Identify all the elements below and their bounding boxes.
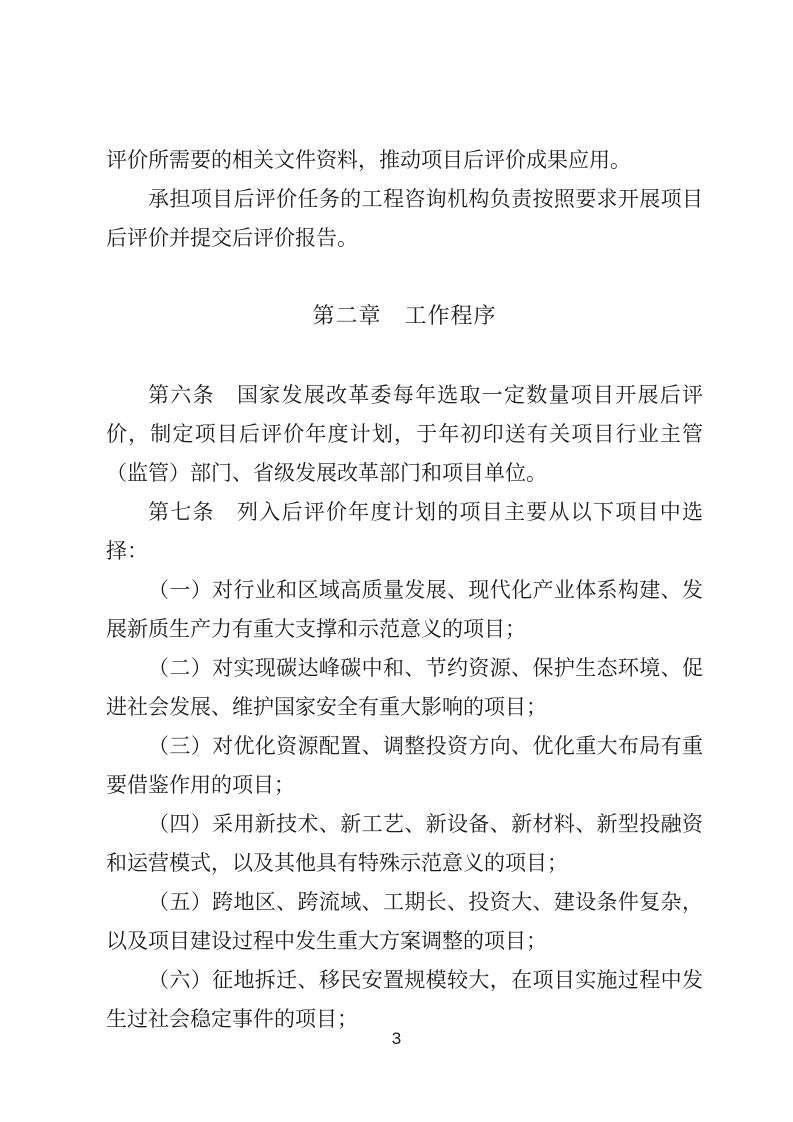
- paragraph: 承担项目后评价任务的工程咨询机构负责按照要求开展项目后评价并提交后评价报告。: [106, 188, 703, 250]
- article-paragraph-6: 第六条 国家发展改革委每年选取一定数量项目开展后评价，制定项目后评价年度计划，于年初印送有关项目行业主管（监管）部门、省级发展改革部门和项目单位。: [106, 384, 703, 485]
- list-item-4: （四）采用新技术、新工艺、新设备、新材料、新型投融资和运营模式，以及其他具有特殊示范意义的项目；: [106, 813, 703, 875]
- list-item-1: （一）对行业和区域高质量发展、现代化产业体系构建、发展新质生产力有重大支撑和示范意义的项目；: [106, 579, 703, 641]
- list-item-2: （二）对实现碳达峰碳中和、节约资源、保护生态环境、促进社会发展、维护国家安全有重大影响的项目；: [106, 657, 703, 719]
- paragraph-continuation: 评价所需要的相关文件资料，推动项目后评价成果应用。: [106, 149, 631, 172]
- page-number: 3: [391, 1029, 402, 1048]
- list-item-3: （三）对优化资源配置、调整投资方向、优化重大布局有重要借鉴作用的项目；: [106, 735, 703, 797]
- chapter-heading: 第二章 工作程序: [312, 303, 497, 328]
- list-item-6: （六）征地拆迁、移民安置规模较大，在项目实施过程中发生过社会稳定事件的项目；: [106, 969, 703, 1031]
- list-item-5: （五）跨地区、跨流域、工期长、投资大、建设条件复杂，以及项目建设过程中发生重大方案调整的项目；: [106, 891, 703, 953]
- document-body: [106, 141, 703, 1039]
- article-paragraph-7: 第七条 列入后评价年度计划的项目主要从以下项目中选择：: [106, 501, 703, 563]
